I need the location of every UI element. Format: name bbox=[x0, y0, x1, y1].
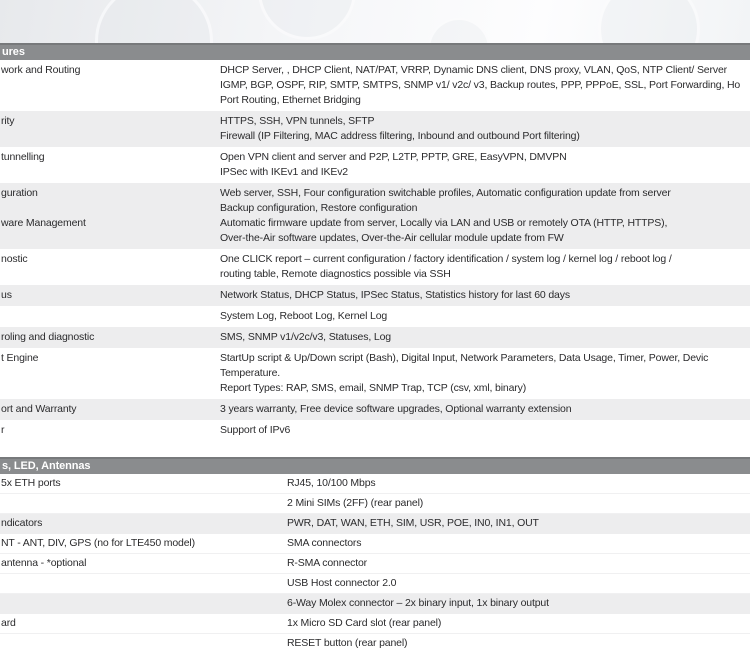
spec-row bbox=[0, 285, 750, 306]
spec-row bbox=[0, 474, 750, 494]
spec-values bbox=[220, 330, 750, 345]
spec-label: NT - ANT, DIV, GPS (no for LTE450 model) bbox=[1, 537, 195, 549]
spec-row bbox=[0, 60, 750, 111]
section-gap bbox=[0, 441, 750, 457]
spec-value-line: Support of IPv6 bbox=[220, 424, 291, 436]
spec-row bbox=[0, 634, 750, 650]
spec-row bbox=[0, 111, 750, 147]
spec-label: 5x ETH ports bbox=[1, 477, 61, 489]
spec-values bbox=[220, 114, 750, 144]
spec-value-line: R-SMA connector bbox=[287, 557, 368, 569]
spec-value-line: DHCP Server, , DHCP Client, NAT/PAT, VRRP, Dynamic DNS client, DNS proxy, VLAN, QoS, NTP Client/ Server bbox=[220, 64, 727, 76]
spec-value-line: Open VPN client and server and P2P, L2TP, PPTP, GRE, EasyVPN, DMVPN bbox=[220, 151, 567, 163]
spec-row bbox=[0, 216, 750, 249]
spec-value-line: 2 Mini SIMs (2FF) (rear panel) bbox=[287, 497, 424, 509]
spec-value-line: Backup configuration, Restore configuration bbox=[220, 202, 418, 214]
spec-value-line: Over-the-Air software updates, Over-the-Air cellular module update from FW bbox=[220, 232, 564, 244]
spec-values bbox=[220, 216, 750, 246]
spec-values bbox=[220, 423, 750, 438]
spec-values bbox=[220, 309, 750, 324]
spec-value-line: 6-Way Molex connector – 2x binary input, 1x binary output bbox=[287, 597, 549, 609]
section-header bbox=[0, 43, 750, 60]
spec-label: roling and diagnostic bbox=[1, 331, 95, 343]
spec-label: ndicators bbox=[1, 517, 43, 529]
section-header bbox=[0, 457, 750, 474]
spec-value-line: 3 years warranty, Free device software upgrades, Optional warranty extension bbox=[220, 403, 572, 415]
spec-label: nostic bbox=[1, 253, 28, 265]
spec-values bbox=[287, 534, 750, 553]
spec-label: work and Routing bbox=[1, 64, 81, 76]
spec-values bbox=[287, 574, 750, 593]
spec-value-line: HTTPS, SSH, VPN tunnels, SFTP bbox=[220, 115, 375, 127]
spec-value-line: One CLICK report – current configuration / factory identification / system log / kernel log / reboot log / bbox=[220, 253, 672, 265]
spec-value-line: 1x Micro SD Card slot (rear panel) bbox=[287, 617, 442, 629]
spec-values bbox=[220, 288, 750, 303]
spec-label: rity bbox=[1, 115, 15, 127]
spec-values bbox=[220, 63, 750, 108]
spec-row bbox=[0, 249, 750, 285]
spec-label: ware Management bbox=[1, 217, 86, 229]
spec-value-line: Firewall (IP Filtering, MAC address filtering, Inbound and outbound Port filtering) bbox=[220, 130, 580, 142]
spec-value-line: Automatic firmware update from server, Locally via LAN and USB or remotely OTA (HTTP, HTTPS), bbox=[220, 217, 668, 229]
spec-row bbox=[0, 183, 750, 216]
section-title: s, LED, Antennas bbox=[2, 460, 91, 472]
spec-value-line: RJ45, 10/100 Mbps bbox=[287, 477, 376, 489]
spec-label: r bbox=[1, 424, 5, 436]
spec-values bbox=[220, 186, 750, 216]
spec-value-line: USB Host connector 2.0 bbox=[287, 577, 397, 589]
spec-value-line: System Log, Reboot Log, Kernel Log bbox=[220, 310, 388, 322]
spec-row bbox=[0, 554, 750, 574]
spec-values bbox=[287, 554, 750, 573]
spec-value-line: routing table, Remote diagnostics possible via SSH bbox=[220, 268, 451, 280]
spec-value-line: SMS, SNMP v1/v2c/v3, Statuses, Log bbox=[220, 331, 391, 343]
decorative-circle bbox=[598, 0, 700, 43]
spec-values bbox=[287, 474, 750, 493]
spec-row bbox=[0, 306, 750, 327]
spec-row bbox=[0, 594, 750, 614]
spec-label bbox=[0, 634, 287, 650]
spec-label: us bbox=[1, 289, 12, 301]
section-rows bbox=[0, 474, 750, 650]
spec-label bbox=[0, 494, 287, 513]
spec-values bbox=[220, 150, 750, 180]
spec-value-line: IGMP, BGP, OSPF, RIP, SMTP, SMTPS, SNMP v1/ v2c/ v3, Backup routes, PPP, PPPoE, SSL, Port Forwarding, Ho bbox=[220, 79, 741, 91]
decorative-circle bbox=[258, 0, 356, 40]
spec-values bbox=[287, 514, 750, 533]
spec-value-line: Network Status, DHCP Status, IPSec Status, Statistics history for last 60 days bbox=[220, 289, 570, 301]
spec-value-line: StartUp script & Up/Down script (Bash), Digital Input, Network Parameters, Data Usage, Timer, Power, Devic bbox=[220, 352, 709, 364]
spec-label bbox=[0, 594, 287, 613]
spec-label: antenna - *optional bbox=[1, 557, 87, 569]
spec-label bbox=[0, 309, 220, 324]
spec-values bbox=[287, 634, 750, 650]
decorative-circle bbox=[95, 0, 213, 43]
spec-label bbox=[0, 574, 287, 593]
spec-label: tunnelling bbox=[1, 151, 45, 163]
spec-row bbox=[0, 420, 750, 441]
spec-values bbox=[220, 252, 750, 282]
decorative-circle bbox=[428, 18, 490, 43]
spec-values bbox=[287, 614, 750, 633]
spec-label: ard bbox=[1, 617, 16, 629]
spec-value-line: Web server, SSH, Four configuration switchable profiles, Automatic configuration update from server bbox=[220, 187, 671, 199]
spec-value-line: RESET button (rear panel) bbox=[287, 637, 408, 649]
spec-table bbox=[0, 43, 750, 650]
spec-row bbox=[0, 399, 750, 420]
spec-row bbox=[0, 494, 750, 514]
spec-value-line: Port Routing, Ethernet Bridging bbox=[220, 94, 361, 106]
section-title: ures bbox=[2, 46, 25, 58]
spec-label: guration bbox=[1, 187, 38, 199]
spec-values bbox=[220, 351, 750, 396]
spec-value-line: Temperature. bbox=[220, 367, 281, 379]
spec-row bbox=[0, 514, 750, 534]
spec-row bbox=[0, 534, 750, 554]
spec-value-line: Report Types: RAP, SMS, email, SNMP Trap, TCP (csv, xml, binary) bbox=[220, 382, 527, 394]
section-rows bbox=[0, 60, 750, 441]
spec-values bbox=[287, 494, 750, 513]
spec-values bbox=[287, 594, 750, 613]
spec-row bbox=[0, 574, 750, 594]
banner-decoration bbox=[0, 0, 750, 43]
spec-label: ort and Warranty bbox=[1, 403, 77, 415]
spec-row bbox=[0, 348, 750, 399]
spec-row bbox=[0, 614, 750, 634]
spec-values bbox=[220, 402, 750, 417]
spec-value-line: PWR, DAT, WAN, ETH, SIM, USR, POE, IN0, IN1, OUT bbox=[287, 517, 539, 529]
spec-label: t Engine bbox=[1, 352, 39, 364]
spec-value-line: IPSec with IKEv1 and IKEv2 bbox=[220, 166, 349, 178]
spec-row bbox=[0, 147, 750, 183]
spec-value-line: SMA connectors bbox=[287, 537, 362, 549]
spec-row bbox=[0, 327, 750, 348]
